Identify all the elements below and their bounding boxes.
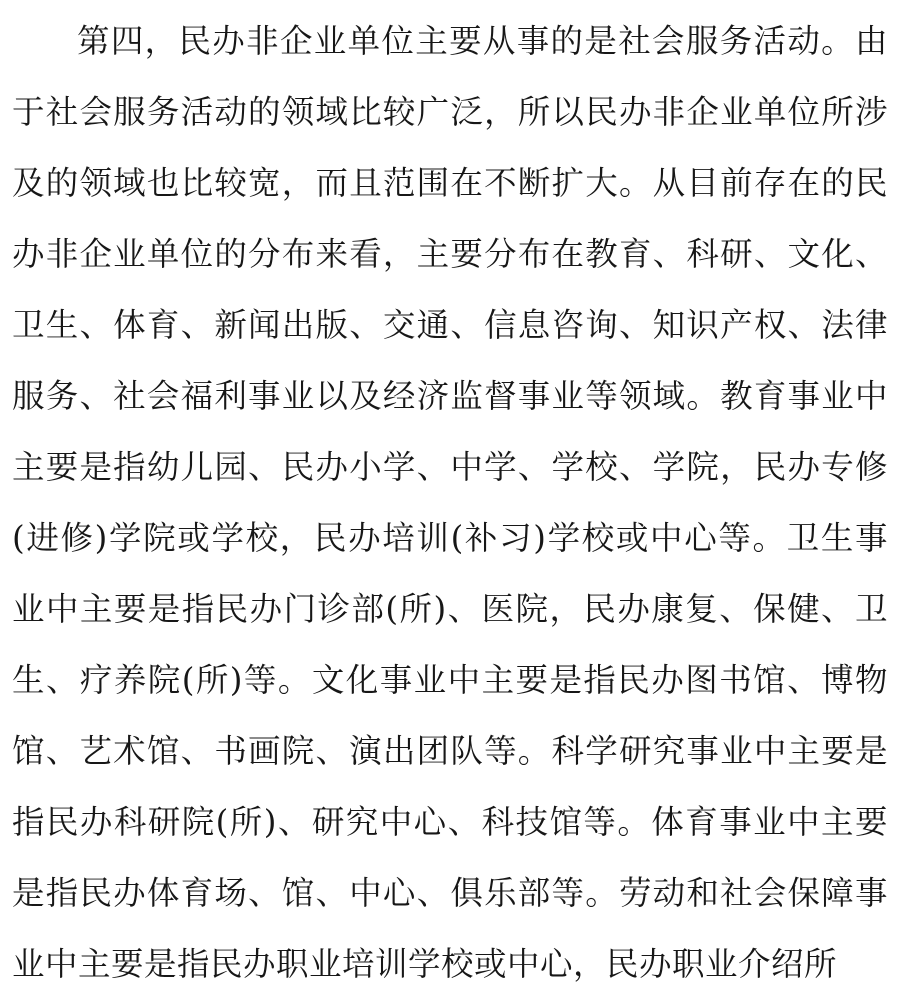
body-paragraph: 第四，民办非企业单位主要从事的是社会服务活动。由于社会服务活动的领域比较广泛，所以民办非企业单位所涉及的领域也比较宽，而且范围在不断扩大。从目前存在的民办非企业单位的分布来看，主要分布在教育、科研、文化、卫生、体育、新闻出版、交通、信息咨询、知识产权、法律服务、社会福利事业以及经济监督事业等领域。教育事业中主要是指幼儿园、民办小学、中学、学校、学院，民办专修(进修)学院或学校，民办培训(补习)学校或中心等。卫生事业中主要是指民办门诊部(所)、医院，民办康复、保健、卫生、疗养院(所)等。文化事业中主要是指民办图书馆、博物馆、艺术馆、书画院、演出团队等。科学研究事业中主要是指民办科研院(所)、研究中心、科技馆等。体育事业中主要是指民办体育场、馆、中心、俱乐部等。劳动和社会保障事业中主要是指民办职业培训学校或中心，民办职业介绍所 xyxy=(12,22,888,983)
